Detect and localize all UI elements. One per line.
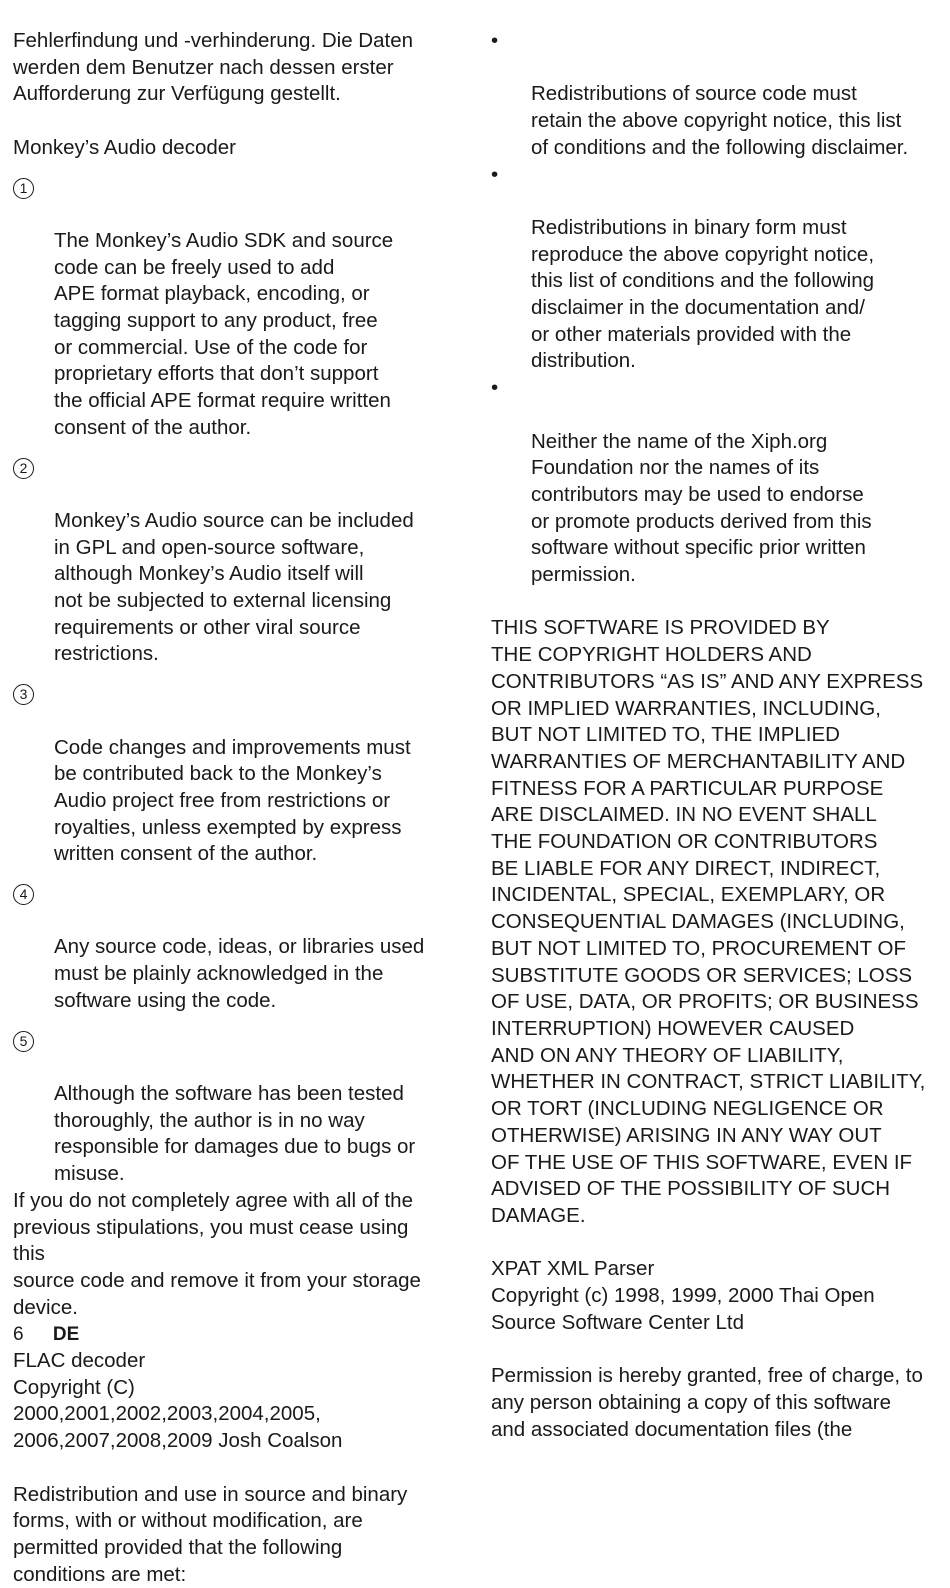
page-number: 6: [13, 1324, 24, 1345]
intro-paragraph: Fehlerfindung und -verhinderung. Die Daten werden dem Benutzer nach dessen erster Aufforderung zur Verfügung gestellt.: [13, 29, 414, 106]
bullet-mark: •: [491, 162, 499, 186]
list-item-text: Although the software has been tested thoroughly, the author is in no way responsible for damages due to bugs or misuse.: [54, 1082, 416, 1186]
right-column: [491, 28, 931, 1443]
monkey-audio-heading: Monkey’s Audio decoder: [13, 135, 236, 159]
list-item: [13, 175, 443, 442]
list-item: [491, 162, 931, 376]
list-item-text: Redistributions of source code must retain the above copyright notice, this list of conditions and the following disclaimer.: [531, 82, 909, 159]
circled-number: 3: [13, 684, 34, 705]
list-item: [13, 681, 443, 868]
list-item: [13, 881, 443, 1015]
bullet-mark: •: [491, 376, 499, 400]
list-item: [491, 28, 931, 162]
language-code: DE: [52, 1324, 80, 1345]
monkey-audio-list: [13, 175, 443, 1188]
xpat-heading: XPAT XML Parser: [491, 1257, 655, 1281]
list-item-text: The Monkey’s Audio SDK and source code can be freely used to add APE format playback, encoding, or tagging support to any product, free or commercial. Use of the code for proprietary efforts that don’t support the official APE format require written consent of the author.: [54, 228, 394, 439]
list-item-text: Code changes and improvements must be contributed back to the Monkey’s Audio project free from restrictions or royalties, unless exempted by express written consent of the author.: [54, 735, 411, 866]
list-item-text: Redistributions in binary form must reproduce the above copyright notice, this list of conditions and the following disclaimer in the documentation and/ or other materials provided with the distribution.: [531, 215, 875, 373]
monkey-audio-closing: If you do not completely agree with all of the previous stipulations, you must cease using this source code and remove it from your storage device.: [13, 1188, 421, 1319]
circled-number: 4: [13, 884, 34, 905]
list-item: [491, 375, 931, 589]
xpat-permission: Permission is hereby granted, free of charge, to any person obtaining a copy of this software and associated documentation files (the: [491, 1364, 923, 1441]
flac-redistribution: Redistribution and use in source and binary forms, with or without modification, are permitted provided that the following conditions are met:: [13, 1482, 408, 1586]
list-item-text: Any source code, ideas, or libraries used must be plainly acknowledged in the software using the code.: [54, 935, 425, 1012]
bullet-mark: •: [491, 29, 499, 52]
flac-heading: FLAC decoder: [13, 1349, 146, 1373]
conditions-list: [491, 28, 931, 589]
circled-number: 2: [13, 458, 34, 479]
xpat-copyright: Copyright (c) 1998, 1999, 2000 Thai Open Source Software Center Ltd: [491, 1284, 875, 1334]
list-item: [13, 455, 443, 669]
list-item-text: Monkey’s Audio source can be included in GPL and open-source software, although Monkey’s Audio itself will not be subjected to external licensing requirements or other viral source restrictions.: [54, 508, 414, 666]
circled-number: 5: [13, 1031, 34, 1052]
left-column: [13, 28, 443, 1588]
circled-number: 1: [13, 178, 34, 199]
list-item: [13, 1028, 443, 1188]
warranty-disclaimer: THIS SOFTWARE IS PROVIDED BY THE COPYRIGHT HOLDERS AND CONTRIBUTORS “AS IS” AND ANY EXPRESS OR IMPLIED WARRANTIES, INCLUDING, BUT NOT LIMITED TO, THE IMPLIED WARRANTIES OF MERCHANTABILITY AND FITNESS FOR A PARTICULAR PURPOSE ARE DISCLAIMED. IN NO EVENT SHALL THE FOUNDATION OR CONTRIBUTORS BE LIABLE FOR ANY DIRECT, INDIRECT, INCIDENTAL, SPECIAL, EXEMPLARY, OR CONSEQUENTIAL DAMAGES (INCLUDING, BUT NOT LIMITED TO, PROCUREMENT OF SUBSTITUTE GOODS OR SERVICES; LOSS OF USE, DATA, OR PROFITS; OR BUSINESS INTERRUPTION) HOWEVER CAUSED AND ON ANY THEORY OF LIABILITY, WHETHER IN CONTRACT, STRICT LIABILITY, OR TORT (INCLUDING NEGLIGENCE OR OTHERWISE) ARISING IN ANY WAY OUT OF THE USE OF THIS SOFTWARE, EVEN IF ADVISED OF THE POSSIBILITY OF SUCH DAMAGE.: [491, 616, 926, 1227]
page-footer: [13, 1322, 79, 1348]
list-item-text: Neither the name of the Xiph.org Foundation nor the names of its contributors may be used to endorse or promote products derived from this software without specific prior written permission.: [531, 429, 872, 587]
flac-copyright: Copyright (C) 2000,2001,2002,2003,2004,2005, 2006,2007,2008,2009 Josh Coalson: [13, 1375, 343, 1453]
